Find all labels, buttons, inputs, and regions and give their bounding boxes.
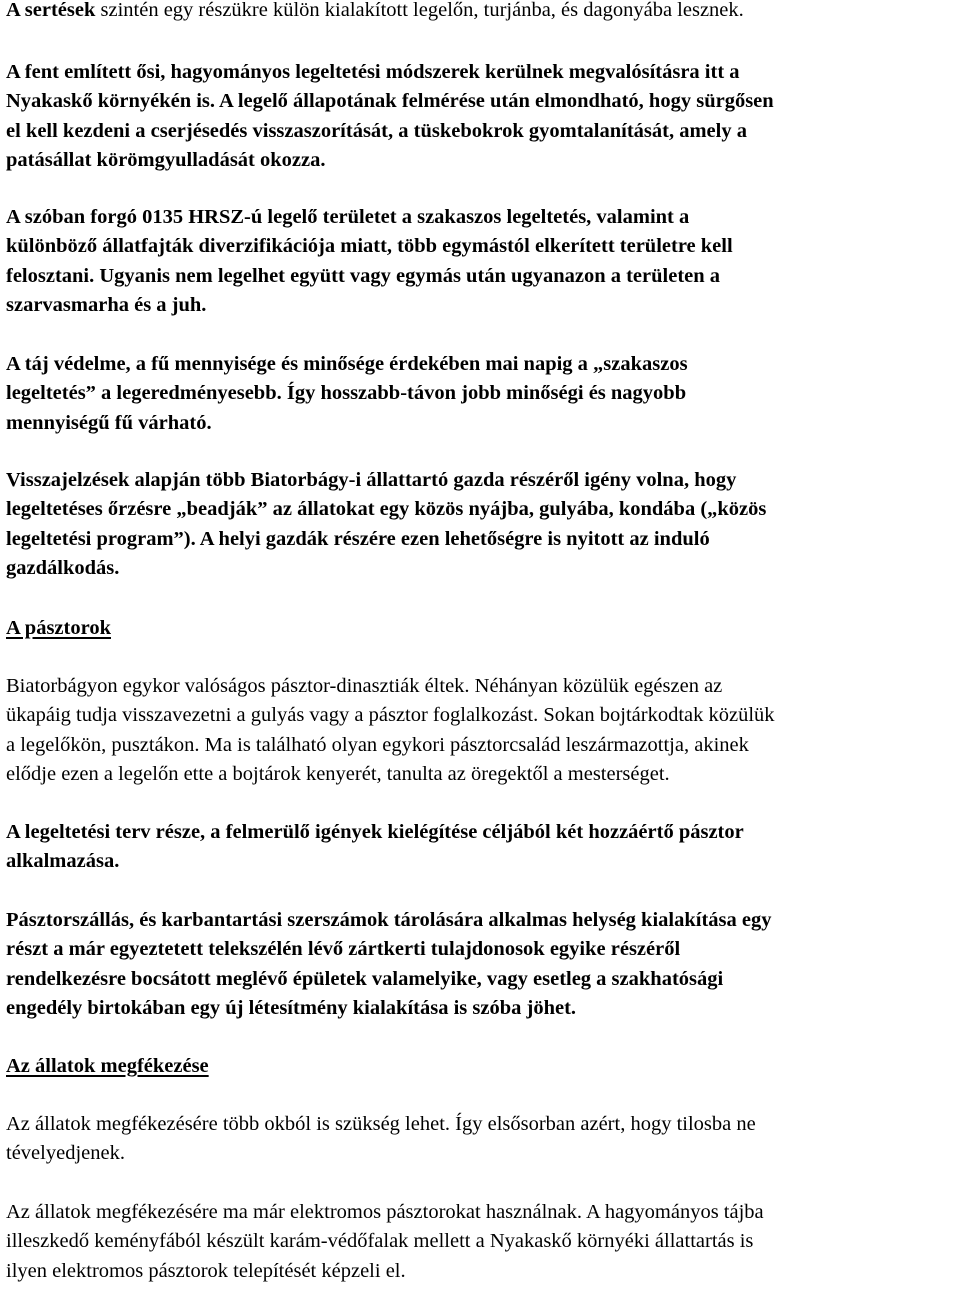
paragraph-line: alkalmazása.: [6, 850, 120, 873]
paragraph-line: legeltetési program”). A helyi gazdák részére ezen lehetőségre is nyitott az induló: [6, 527, 710, 550]
paragraph-line: A táj védelme, a fű mennyisége és minősége érdekében mai napig a „szakaszos: [6, 353, 688, 375]
paragraph-line: elődje ezen a legelőn ette a bojtárok kenyerét, tanulta az öregektől a mesterséget.: [6, 762, 670, 785]
paragraph-line: Az állatok megfékezésére több okból is szükség lehet. Így elsősorban azért, hogy tilosba ne: [6, 1113, 756, 1135]
paragraph-line: ilyen elektromos pásztorok telepítését képzeli el.: [6, 1259, 406, 1282]
paragraph-hiring-shepherds: [6, 818, 744, 877]
paragraph-lead: A sertések: [6, 0, 96, 21]
paragraph-line: Az állatok megfékezésére ma már elektromos pásztorokat használnak. A hagyományos tájba: [6, 1201, 764, 1223]
paragraph-line: rendelkezésre bocsátott meglévő épületek valamelyike, vagy esetleg a szakhatósági: [6, 967, 724, 990]
paragraph-line: ükapáig tudja visszavezetni a gulyás vagy a pásztor foglalkozást. Sokan bojtárkodtak közülük: [6, 704, 775, 727]
paragraph-line: szarvasmarha és a juh.: [6, 293, 207, 316]
paragraph-feedback: [6, 466, 766, 583]
paragraph-line: A szóban forgó 0135 HRSZ-ú legelő területet a szakaszos legeltetés, valamint a: [6, 206, 690, 228]
paragraph-line: felosztani. Ugyanis nem legelhet együtt vagy egymás után ugyanazon a területen a: [6, 264, 721, 287]
paragraph-text: szintén egy részükre külön kialakított legelőn, turjánba, és dagonyába lesznek.: [95, 0, 744, 21]
paragraph-line: Nyakaskő környékén is. A legelő állapotának felmérése után elmondható, hogy sürgősen: [6, 90, 774, 113]
paragraph-line: Pásztorszállás, és karbantartási szerszámok tárolására alkalmas helység kialakítása egy: [6, 909, 772, 931]
paragraph-restraint-reasons: [6, 1110, 756, 1169]
paragraph-line: A legeltetési terv része, a felmerülő igények kielégítése céljából két hozzáértő pásztor: [6, 821, 744, 843]
paragraph-landscape-protection: [6, 350, 688, 438]
paragraph-shepherd-dynasties: [6, 672, 775, 789]
paragraph-line: tévelyedjenek.: [6, 1142, 125, 1165]
paragraph-line: el kell kezdeni a cserjésedés visszaszorítását, a tüskebokrok gyomtalanítását, amely a: [6, 119, 747, 142]
paragraph-line: különböző állatfajták diverzifikációja miatt, több egymástól elkerített területre kell: [6, 235, 733, 258]
paragraph-grazing-methods: [6, 58, 774, 175]
paragraph-line: mennyiségű fű várható.: [6, 411, 212, 434]
paragraph-shepherd-lodging: [6, 906, 771, 1023]
paragraph-line: részt a már egyeztetett telekszélén lévő zártkerti tulajdonosok egyike részéről: [6, 938, 681, 961]
paragraph-line: Biatorbágyon egykor valóságos pásztor-dinasztiák éltek. Néhányan közülük egészen az: [6, 675, 723, 697]
section-heading-shepherds: A pásztorok: [6, 617, 111, 639]
paragraph-line: engedély birtokában egy új létesítmény kialakítása is szóba jöhet.: [6, 996, 577, 1019]
paragraph-line: illeszkedő keményfából készült karám-védőfalak mellett a Nyakaskő környéki állattartás is: [6, 1230, 754, 1253]
paragraph-pigs: [6, 0, 744, 25]
paragraph-line: Visszajelzések alapján több Biatorbágy-i állattartó gazda részéről igény volna, hogy: [6, 469, 737, 491]
paragraph-line: patásállat körömgyulladását okozza.: [6, 148, 326, 171]
paragraph-line: a legelőkön, pusztákon. Ma is található olyan egykori pásztorcsalád leszármazottja, akinek: [6, 733, 749, 756]
paragraph-line: legeltetés” a legeredményesebb. Így hosszabb-távon jobb minőségi és nagyobb: [6, 382, 687, 405]
paragraph-line: legeltetéses őrzésre „beadják” az állatokat egy közös nyájba, gulyába, kondába („közös: [6, 498, 767, 521]
paragraph-line: gazdálkodás.: [6, 556, 120, 579]
paragraph-electric-fences: [6, 1198, 764, 1286]
paragraph-line: A fent említett ősi, hagyományos legeltetési módszerek kerülnek megvalósításra itt a: [6, 61, 740, 83]
paragraph-pasture-area: [6, 203, 733, 320]
section-heading-animal-restraint: Az állatok megfékezése: [6, 1055, 209, 1077]
